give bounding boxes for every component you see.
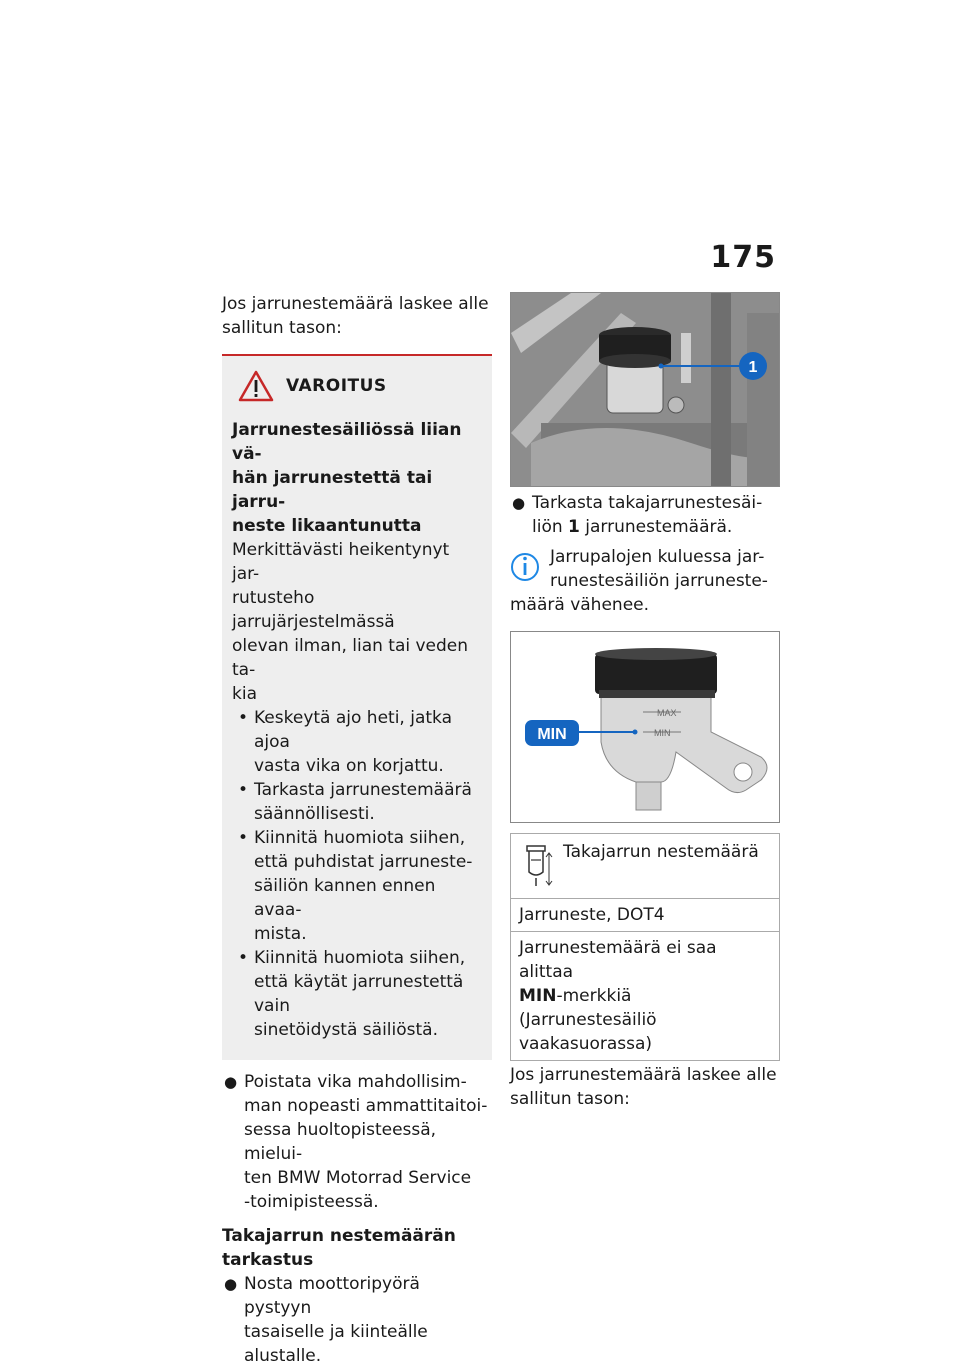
warning-triangle-icon <box>238 370 274 402</box>
check-step <box>510 491 780 539</box>
warning-header <box>238 370 480 402</box>
info-note: Jarrupalojen kuluessa jar- runestesäiliön jarruneste- määrä vähenee. <box>510 547 768 615</box>
spec-table <box>510 833 780 1061</box>
callout-label: 1 <box>748 359 758 376</box>
page-number: 175 <box>710 240 776 275</box>
info-icon <box>510 547 544 585</box>
right-column <box>510 292 780 1111</box>
section-title: Takajarrun nestemäärän tarkastus <box>222 1226 456 1270</box>
outro-text: Jos jarrunestemäärä laskee alle sallitun tason: <box>510 1065 777 1109</box>
reservoir-photo <box>510 292 780 487</box>
list-item: ● Poistata vika mahdollisim- man nopeasti ammattitaitoi- sessa huoltopisteessä, mielui- ten BMW Motorrad Service -toimipisteessä. <box>224 1072 488 1212</box>
min-callout: MIN <box>537 726 567 743</box>
reservoir-illustration <box>511 293 779 486</box>
intro-text: Jos jarrunestemäärä laskee alle sallitun tason: <box>222 294 489 338</box>
list-item: ● Nosta moottoripyörä pystyyn tasaiselle ja kiinteälle alustalle. <box>224 1274 428 1366</box>
warning-title: VAROITUS <box>286 376 387 396</box>
warning-measures <box>232 706 480 1042</box>
warning-consequence: Merkittävästi heikentynyt jar- rutusteho jarrujärjestelmässä olevan ilman, lian tai veden ta- kia <box>232 540 469 704</box>
list-item: • Kiinnitä huomiota siihen, että käytät jarrunestettä vain sinetöidystä säiliöstä. <box>238 948 466 1040</box>
spec-title: Takajarrun nestemäärä <box>563 842 759 862</box>
list-item: • Kiinnitä huomiota siihen, että puhdistat jarruneste- säiliön kannen ennen avaa- mista. <box>238 828 473 944</box>
spec-fluid-row: Jarruneste, DOT4 <box>511 898 779 931</box>
list-item: • Keskeytä ajo heti, jatka ajoa vasta vika on korjattu. <box>238 708 453 776</box>
max-mark: MAX <box>657 708 677 718</box>
list-item: • Tarkasta jarrunestemäärä säännöllisesti. <box>238 780 472 824</box>
warning-box <box>222 356 492 1060</box>
fluid-level-icon <box>519 840 553 890</box>
spec-limit-row: Jarrunestemäärä ei saa alittaa MIN-merkkiä (Jarrunestesäiliö vaakasuorassa) <box>511 931 779 1060</box>
warning-hazard: Jarrunestesäiliössä liian vä- hän jarrunestettä tai jarru- neste likaantunutta <box>232 420 462 536</box>
repair-step <box>222 1070 492 1214</box>
min-mark-illustration <box>511 632 779 822</box>
list-item: ● Tarkasta takajarrunestesäi- liön 1 jarrunestemäärä. <box>512 493 763 537</box>
spec-title-row <box>511 834 779 898</box>
min-mark-photo <box>510 631 780 823</box>
min-mark: MIN <box>654 728 671 738</box>
lift-step <box>222 1272 492 1368</box>
left-column <box>222 292 492 1368</box>
